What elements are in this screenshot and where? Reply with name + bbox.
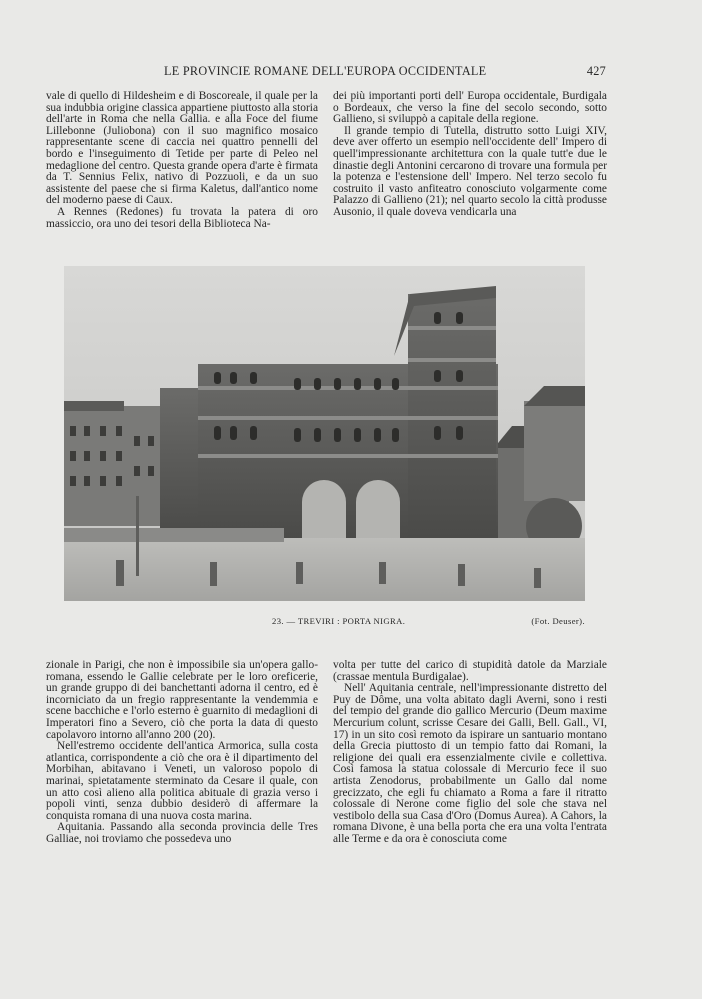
text-column-top-right: [333, 91, 607, 243]
paragraph: Il grande tempio di Tutella, distrutto sotto Luigi XIV, deve aver offerto un esempio nell'occidente dell' Impero di quell'impressionante architettura con la quale tutt'e due le dinastie degli Antonini cercarono di trovare una formula per la potenza e l'estensione dell' Impero. Nel terzo secolo fu costruito il vasto anfiteatro conosciuto volgarmente come Palazzo di Gallieno (21); nel quarto secolo la città produsse Ausonio, il quale doveva vendicarla una: [333, 124, 607, 218]
paragraph: zionale in Parigi, che non è impossibile sia un'opera gallo-romana, essendo le Gallie celebrate per le loro oreficerie, un grande gruppo di dei banchettanti adorna il centro, ed è incorniciato da un fregio rappresentante la vendemmia e scene bacchiche e l'orlo esterno è guarnito di medaglioni di Imperatori fino a Severo, ciò che porta la data di questo capolavoro intorno all'anno 200 (20).: [46, 660, 318, 741]
photo-credit: (Fot. Deuser).: [531, 616, 585, 626]
running-header: [46, 64, 606, 80]
paragraph: Nell'estremo occidente dell'antica Armorica, sulla costa atlantica, corrispondente a ciò che ora è il dipartimento del Morbihan, abitavano i Veneti, un valoroso popolo di marinai, spietatamente sterminato da Cesare il quale, con un atto così alieno alla politica abituale di grazia verso i popoli vinti, senza dubbio desiderò di affermare la conquista romana di una nuova costa marina.: [46, 740, 318, 822]
paragraph: Aquitania. Passando alla seconda provincia delle Tres Galliae, noi troviamo che possedeva uno: [46, 821, 318, 845]
figure-caption: [64, 616, 585, 630]
paragraph: A Rennes (Redones) fu trovata la patera di oro massiccio, ora uno dei tesori della Biblioteca Na-: [46, 205, 318, 230]
paragraph: dei più importanti porti dell' Europa occidentale, Burdigala o Bordeaux, che verso la fine del secolo secondo, sotto Gallieno, si sviluppò a capitale della regione.: [333, 91, 607, 126]
page-number: 427: [586, 64, 606, 78]
text-column-bottom-left: [46, 660, 318, 865]
paragraph: volta per tutte del carico di stupidità datole da Marziale (crassae mentula Burdigalae).: [333, 660, 607, 683]
text-column-bottom-right: [333, 660, 607, 865]
caption-text: 23. — TREVIRI : PORTA NIGRA.: [272, 616, 406, 626]
running-title: LE PROVINCIE ROMANE DELL'EUROPA OCCIDENTALE: [164, 64, 487, 78]
paragraph: Nell' Aquitania centrale, nell'impressionante distretto del Puy de Dôme, una volta abitato dagli Averni, sono i resti del tempio del grande dio gallico Mercurio (Deum maxime Mercurium colunt, scrisse Cesare dei Galli, Bell. Gall., VI, 17) in un sito così remoto da ispirare un santuario montano della Grecia piuttosto di un tempio fatto dai Romani, la religione dei quali era essenzialmente civile e collettiva. Così famosa la statua colossale di Mercurio fece il suo artista Zenodorus, probabilmente un Gallo dal nome grecizzato, che egli fu chiamato a Roma a fare il ritratto colossale di Nerone come figlio del sole che stava nel vestibolo della sua Casa d'Oro (Domus Aurea). A Cahors, la romana Divone, è una bella porta che era una volta l'entrata alle Terme e da ora è conosciuta come: [333, 682, 607, 845]
paragraph: vale di quello di Hildesheim e di Boscoreale, il quale per la sua indubbia origine classica appartiene piuttosto alla storia dell'arte in Roma che nella Gallia. e alla Foce del fiume Lillebonne (Juliobona) con il suo magnifico mosaico rappresentante scene di caccia nei quattro pennelli del bordo e l'inseguimento di Tetide per parte di Peleo nel medaglione del centro. Questa grande opera d'arte è firmata da T. Sennius Felix, nativo di Pozzuoli, e da un suo assistente del paese che si firma Kaletus, dall'antico nome del moderno paese di Caux.: [46, 91, 318, 207]
text-column-top-left: [46, 91, 318, 243]
porta-nigra-photograph: [64, 266, 585, 601]
